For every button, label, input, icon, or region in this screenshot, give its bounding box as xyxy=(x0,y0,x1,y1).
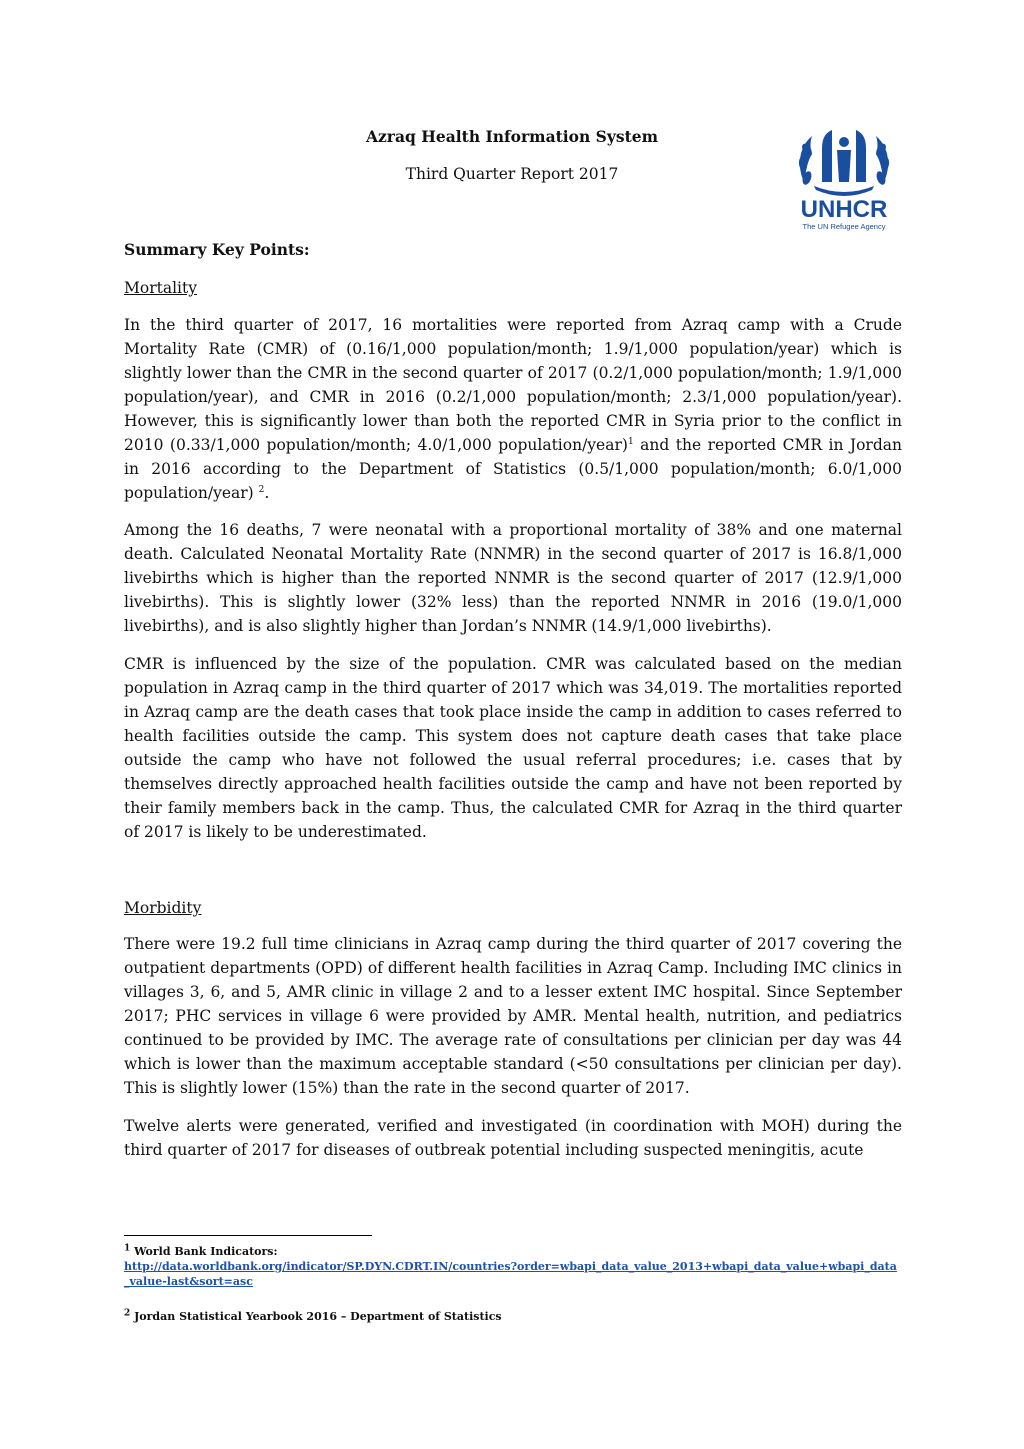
morbidity-heading: Morbidity xyxy=(124,899,202,917)
mortality-p1-text-c: . xyxy=(264,484,270,502)
footnote-2 xyxy=(124,1309,902,1324)
mortality-paragraph-1 xyxy=(124,313,902,505)
mortality-paragraph-3: CMR is influenced by the size of the population. CMR was calculated based on the median population in Azraq camp in the third quarter of 2017 which was 34,019. The mortalities reported in Azraq camp are the death cases that took place inside the camp in addition to cases referred to health facilities outside the camp. This system does not capture death cases that take place outside the camp who have not followed the usual referral procedures; i.e. cases that by themselves directly approached health facilities outside the camp and have not been reported by their family members back in the camp. Thus, the calculated CMR for Azraq in the third quarter of 2017 is likely to be underestimated. xyxy=(124,655,902,841)
footnote-2-text: Jordan Statistical Yearbook 2016 – Department of Statistics xyxy=(130,1310,502,1323)
footnote-1-marker: 1 xyxy=(124,1243,131,1254)
morbidity-paragraph-1: There were 19.2 full time clinicians in Azraq camp during the third quarter of 2017 covering the outpatient departments (OPD) of different health facilities in Azraq Camp. Including IMC clinics in villages 3, 6, and 5, AMR clinic in village 2 and to a lesser extent IMC hospital. Since September 2017; PHC services in village 6 were provided by AMR. Mental health, nutrition, and pediatrics continued to be provided by IMC. The average rate of consultations per clinician per day was 44 which is lower than the maximum acceptable standard (<50 consultations per clinician per day). This is slightly lower (15%) than the rate in the second quarter of 2017. xyxy=(124,935,902,1097)
footnote-separator xyxy=(124,1235,372,1236)
summary-heading: Summary Key Points: xyxy=(124,240,310,259)
footnote-1 xyxy=(124,1244,902,1289)
mortality-p1-text-a: In the third quarter of 2017, 16 mortalities were reported from Azraq camp with a Crude Mortality Rate (CMR) of (0.16/1,000 population/month; 1.9/1,000 population/year) which is slightly lower than the CMR in the second quarter of 2017 (0.2/1,000 population/month; 1.9/1,000 population/year), and CMR in 2016 (0.2/1,000 population/month; 2.3/1,000 population/year). However, this is significantly lower than both the reported CMR in Syria prior to the conflict in 2010 (0.33/1,000 population/month; 4.0/1,000 population/year) xyxy=(124,316,902,454)
footnote-ref-2[interactable]: 2 xyxy=(258,484,265,495)
footnote-2-marker: 2 xyxy=(124,1308,131,1319)
mortality-paragraph-2: Among the 16 deaths, 7 were neonatal with a proportional mortality of 38% and one maternal death. Calculated Neonatal Mortality Rate (NNMR) in the second quarter of 2017 is 16.8/1,000 livebirths which is higher than the reported NNMR is the second quarter of 2017 (12.9/1,000 livebirths). This is slightly lower (32% less) than the reported NNMR in 2016 (19.0/1,000 livebirths), and is also slightly higher than Jordan’s NNMR (14.9/1,000 livebirths). xyxy=(124,521,902,635)
footnote-1-text: World Bank Indicators: xyxy=(130,1245,278,1258)
footnote-ref-1[interactable]: 1 xyxy=(627,436,634,447)
mortality-heading: Mortality xyxy=(124,279,197,297)
logo-wordmark: UNHCR xyxy=(800,196,888,223)
logo-tagline: The UN Refugee Agency xyxy=(802,222,886,231)
unhcr-logo xyxy=(782,124,906,232)
morbidity-paragraph-2: Twelve alerts were generated, verified and investigated (in coordination with MOH) during the third quarter of 2017 for diseases of outbreak potential including suspected meningitis, acute xyxy=(124,1117,902,1159)
footnote-1-link[interactable]: http://data.worldbank.org/indicator/SP.DYN.CDRT.IN/countries?order=wbapi_data_value_2013+wbapi_data_value+wbapi_data_value-last&sort=asc xyxy=(124,1260,897,1288)
report-title: Azraq Health Information System xyxy=(365,127,659,146)
mortality-p1-text-b: and the reported CMR in Jordan in 2016 according to the Department of Statistics (0.5/1,000 population/month; 6.0/1,000 population/year) xyxy=(124,436,902,502)
report-subtitle: Third Quarter Report 2017 xyxy=(405,165,619,183)
